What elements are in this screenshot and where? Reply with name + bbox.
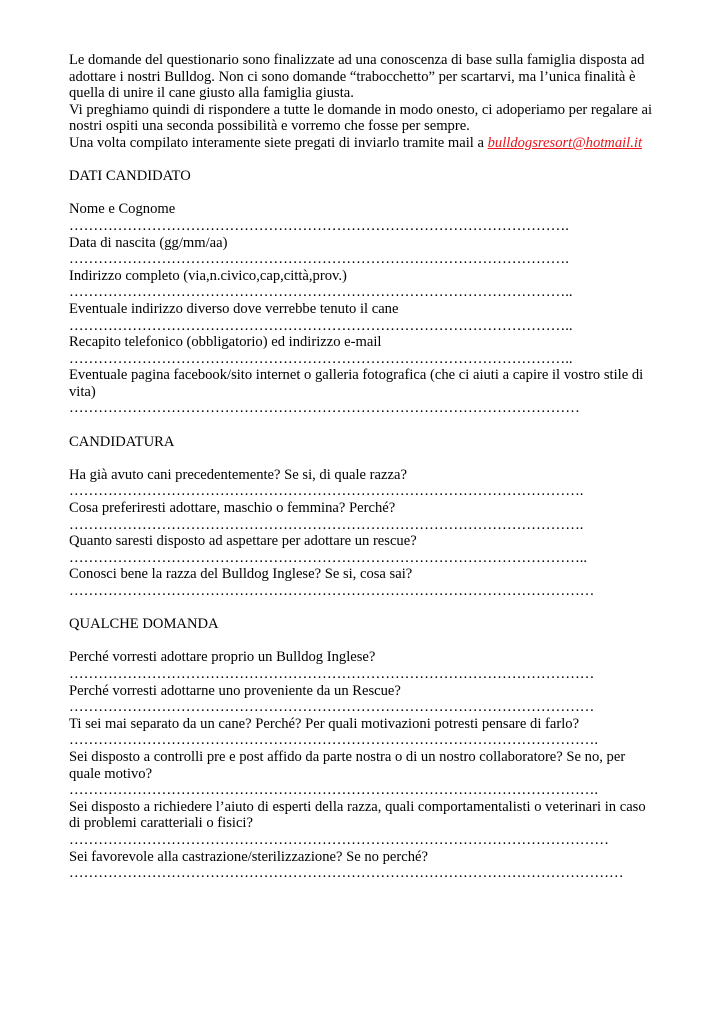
answer-dotted-line[interactable]: ……………………………………………………………………………………………. — [69, 516, 584, 533]
question-label: Ti sei mai separato da un cane? Perché? Per quali motivazioni potresti pensare di farlo? — [69, 715, 580, 732]
intro-send-instructions: Una volta compilato interamente siete pregati di inviarlo tramite mail a — [69, 134, 488, 151]
intro-paragraph-3 — [69, 135, 659, 152]
question-label: Eventuale pagina facebook/sito internet o galleria fotografica (che ci aiuti a capire il vostro stile di vita) — [69, 367, 644, 400]
spacer — [69, 185, 659, 202]
answer-dotted-line[interactable]: ………………………………………………………………………………………….. — [69, 284, 573, 301]
question-label: Conosci bene la razza del Bulldog Inglese? Se si, cosa sai? — [69, 566, 413, 583]
section-title-candidatura: CANDIDATURA — [69, 433, 175, 450]
answer-dotted-line[interactable]: …………………………………………………………………………………………….. — [69, 549, 588, 566]
spacer — [69, 450, 659, 467]
questionnaire-document — [69, 52, 659, 882]
answer-dotted-line[interactable]: ………………………………………………………………………………………….. — [69, 317, 573, 334]
question-label: Sei disposto a richiedere l’aiuto di esperti della razza, quali comportamentalisti o veterinari in caso di problemi caratteriali o fisici? — [69, 798, 646, 832]
answer-dotted-line[interactable]: ……………………………………………………………………………………………… — [69, 583, 595, 599]
answer-dotted-line[interactable]: ………………………………………………………………………………………….. — [69, 350, 573, 367]
answer-dotted-line[interactable]: ……………………………………………………………………………………………. — [69, 483, 584, 500]
section-dati-candidato — [69, 201, 659, 417]
question-label: Eventuale indirizzo diverso dove verrebbe tenuto il cane — [69, 300, 399, 317]
answer-dotted-line[interactable]: …………………………………………………………………………………………. — [69, 217, 569, 234]
question-label: Data di nascita (gg/mm/aa) — [69, 234, 228, 251]
answer-dotted-line[interactable]: ………………………………………………………………………………………………. — [69, 782, 599, 799]
answer-dotted-line[interactable]: ………………………………………………………………………………………………… — [69, 831, 609, 848]
answer-dotted-line[interactable]: ……………………………………………………………………………………………… — [69, 699, 595, 716]
question-label: Nome e Cognome — [69, 201, 176, 218]
section-title-qualche-domanda: QUALCHE DOMANDA — [69, 616, 219, 633]
spacer — [69, 600, 659, 617]
question-label: Sei favorevole alla castrazione/sterilizzazione? Se no perché? — [69, 848, 428, 865]
spacer — [69, 417, 659, 434]
answer-dotted-line[interactable]: ………………………………………………………………………………………………. — [69, 732, 599, 749]
spacer — [69, 152, 659, 169]
question-label: Perché vorresti adottarne uno proveniente da un Rescue? — [69, 682, 401, 699]
intro-paragraph-1: Le domande del questionario sono finalizzate ad una conoscenza di base sulla famiglia disposta ad adottare i nostri Bulldog. Non ci sono domande “trabocchetto” per scartarvi, ma l’unica finalità è quella di unire il cane giusto alla famiglia giusta. — [69, 52, 645, 102]
section-title-dati-candidato: DATI CANDIDATO — [69, 168, 191, 185]
intro-paragraph-2: Vi preghiamo quindi di rispondere a tutte le domande in modo onesto, ci adoperiamo per regalare ai nostri ospiti una seconda possibilità e vorremo che fosse per sempre. — [69, 101, 653, 135]
answer-dotted-line[interactable]: …………………………………………………………………………………………… — [69, 400, 580, 417]
question-label: Ha già avuto cani precedentemente? Se si, di quale razza? — [69, 466, 407, 483]
answer-dotted-line[interactable]: ……………………………………………………………………………………………… — [69, 665, 595, 682]
question-label: Cosa preferiresti adottare, maschio o femmina? Perché? — [69, 500, 396, 517]
question-label: Recapito telefonico (obbligatorio) ed indirizzo e-mail — [69, 334, 382, 351]
section-candidatura — [69, 467, 659, 600]
email-link[interactable]: bulldogsresort@hotmail.it — [487, 134, 642, 151]
question-label: Sei disposto a controlli pre e post affido da parte nostra o di un nostro collaboratore? Se no, per quale motivo? — [69, 748, 626, 782]
answer-dotted-line[interactable]: …………………………………………………………………………………………. — [69, 251, 569, 268]
spacer — [69, 633, 659, 650]
question-label: Perché vorresti adottare proprio un Bulldog Inglese? — [69, 649, 376, 666]
section-qualche-domanda — [69, 649, 659, 881]
answer-dotted-line[interactable]: …………………………………………………………………………………………………… — [69, 865, 624, 882]
question-label: Indirizzo completo (via,n.civico,cap,città,prov.) — [69, 267, 347, 284]
question-label: Quanto saresti disposto ad aspettare per adottare un rescue? — [69, 533, 417, 550]
